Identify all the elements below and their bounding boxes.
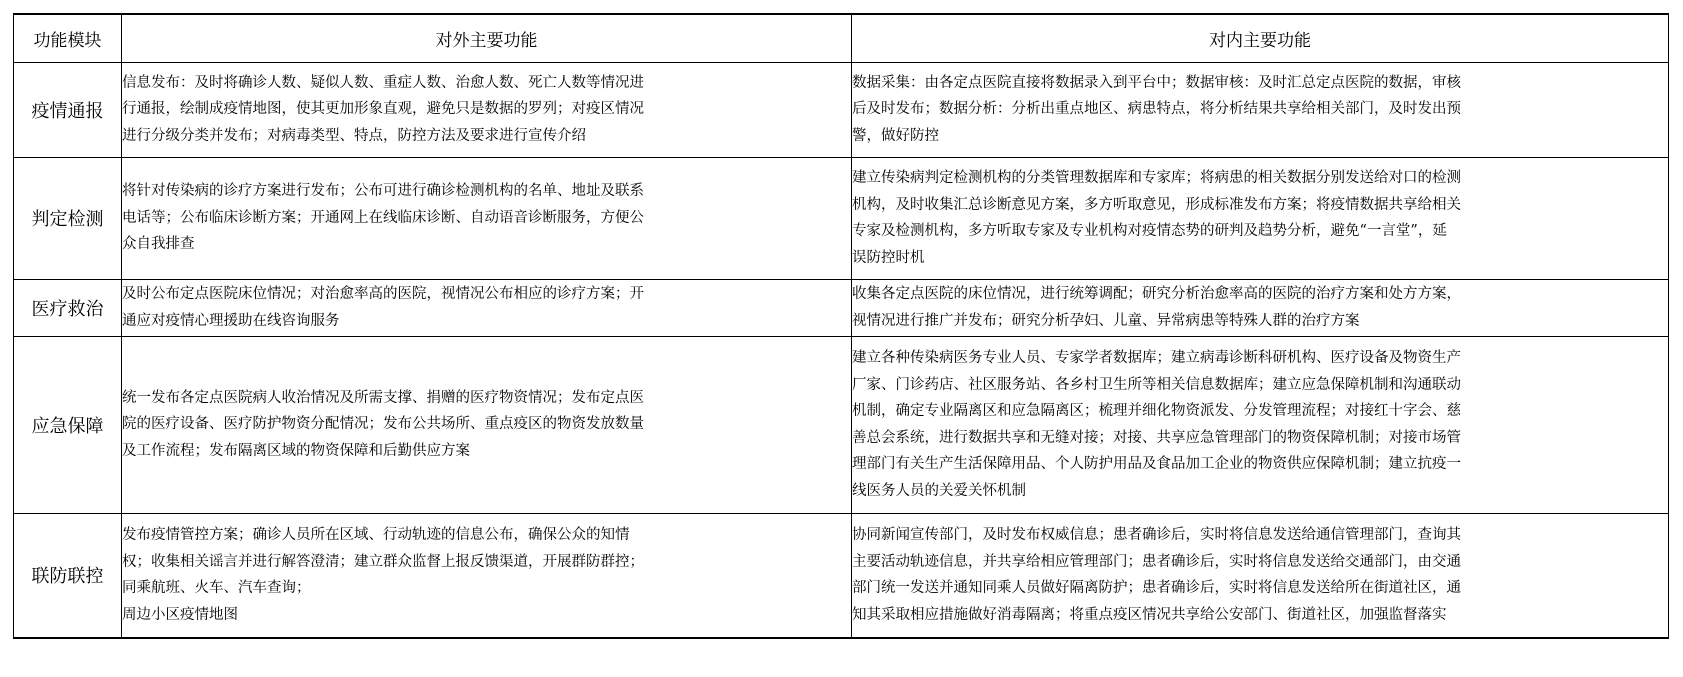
internal-function-cell bbox=[852, 513, 1669, 638]
text-line: 进行分级分类并发布；对病毒类型、特点，防控方法及要求进行宣传介绍 bbox=[122, 127, 586, 144]
text-line: 警，做好防控 bbox=[852, 127, 939, 144]
text-line: 统一发布各定点医院病人收治情况及所需支撑、捐赠的医疗物资情况；发布定点医 bbox=[122, 389, 644, 406]
text-line: 及工作流程；发布隔离区域的物资保障和后勤供应方案 bbox=[122, 442, 470, 459]
header-module: 功能模块 bbox=[14, 14, 122, 62]
header-external-functions: 对外主要功能 bbox=[122, 14, 852, 62]
function-module-table bbox=[13, 13, 1669, 639]
text-line: 协同新闻宣传部门，及时发布权威信息；患者确诊后，实时将信息发送给通信管理部门，查询其 bbox=[852, 527, 1461, 544]
text-line: 同乘航班、火车、汽车查询； bbox=[122, 580, 311, 597]
internal-function-cell bbox=[852, 62, 1669, 157]
text-line: 机制，确定专业隔离区和应急隔离区；梳理并细化物资派发、分发管理流程；对接红十字会、慈 bbox=[852, 403, 1461, 419]
text-line: 周边小区疫情地图 bbox=[122, 606, 238, 623]
text-line: 主要活动轨迹信息，并共享给相应管理部门；患者确诊后，实时将信息发送给交通部门，由交通 bbox=[852, 553, 1461, 570]
text-line: 后及时发布；数据分析：分析出重点地区、病患特点，将分析结果共享给相关部门，及时发出预 bbox=[852, 101, 1461, 118]
table-row bbox=[14, 513, 1669, 638]
module-name: 医疗救治 bbox=[14, 279, 122, 336]
table-header-row bbox=[14, 14, 1669, 62]
header-internal-functions: 对内主要功能 bbox=[852, 14, 1669, 62]
text-line: 权；收集相关谣言并进行解答澄清；建立群众监督上报反馈渠道，开展群防群控； bbox=[122, 553, 644, 570]
module-name: 判定检测 bbox=[14, 157, 122, 279]
external-function-cell bbox=[122, 157, 852, 279]
text-line: 知其采取相应措施做好消毒隔离；将重点疫区情况共享给公安部门、街道社区，加强监督落实 bbox=[852, 606, 1447, 623]
text-line: 专家及检测机构，多方听取专家及专业机构对疫情态势的研判及趋势分析，避免“一言堂”，延 bbox=[852, 223, 1447, 239]
text-line: 电话等；公布临床诊断方案；开通网上在线临床诊断、自动语音诊断服务，方便公 bbox=[122, 209, 644, 226]
text-line: 信息发布：及时将确诊人数、疑似人数、重症人数、治愈人数、死亡人数等情况进 bbox=[122, 74, 644, 91]
text-line: 建立传染病判定检测机构的分类管理数据库和专家库；将病患的相关数据分别发送给对口的检测 bbox=[852, 170, 1461, 186]
table-row bbox=[14, 62, 1669, 157]
module-name: 联防联控 bbox=[14, 513, 122, 638]
text-line: 将针对传染病的诊疗方案进行发布；公布可进行确诊检测机构的名单、地址及联系 bbox=[122, 183, 644, 200]
text-line: 理部门有关生产生活保障用品、个人防护用品及食品加工企业的物资供应保障机制；建立抗疫一 bbox=[852, 456, 1461, 472]
text-line: 收集各定点医院的床位情况，进行统筹调配；研究分析治愈率高的医院的治疗方案和处方方案， bbox=[852, 286, 1461, 302]
internal-function-cell bbox=[852, 336, 1669, 513]
internal-function-cell bbox=[852, 157, 1669, 279]
text-line: 线医务人员的关爱关怀机制 bbox=[852, 482, 1026, 499]
external-function-cell bbox=[122, 336, 852, 513]
text-line: 误防控时机 bbox=[852, 249, 925, 266]
text-line: 数据采集：由各定点医院直接将数据录入到平台中；数据审核：及时汇总定点医院的数据，审核 bbox=[852, 74, 1461, 91]
external-function-cell bbox=[122, 513, 852, 638]
module-name: 应急保障 bbox=[14, 336, 122, 513]
text-line: 行通报，绘制成疫情地图，使其更加形象直观，避免只是数据的罗列；对疫区情况 bbox=[122, 101, 644, 118]
table-row bbox=[14, 157, 1669, 279]
text-line: 众自我排查 bbox=[122, 236, 195, 253]
text-line: 部门统一发送并通知同乘人员做好隔离防护；患者确诊后，实时将信息发送给所在街道社区，通 bbox=[852, 580, 1461, 597]
text-line: 厂家、门诊药店、社区服务站、各乡村卫生所等相关信息数据库；建立应急保障机制和沟通联动 bbox=[852, 376, 1461, 393]
text-line: 建立各种传染病医务专业人员、专家学者数据库；建立病毒诊断科研机构、医疗设备及物资生产 bbox=[852, 350, 1461, 366]
text-line: 机构，及时收集汇总诊断意见方案，多方听取意见，形成标准发布方案；将疫情数据共享给相关 bbox=[852, 196, 1461, 213]
text-line: 发布疫情管控方案；确诊人员所在区域、行动轨迹的信息公布，确保公众的知情 bbox=[122, 527, 630, 544]
text-line: 及时公布定点医院床位情况；对治愈率高的医院，视情况公布相应的诊疗方案；开 bbox=[122, 286, 644, 302]
table-row bbox=[14, 336, 1669, 513]
text-line: 院的医疗设备、医疗防护物资分配情况；发布公共场所、重点疫区的物资发放数量 bbox=[122, 416, 644, 433]
text-line: 善总会系统，进行数据共享和无缝对接；对接、共享应急管理部门的物资保障机制；对接市场管 bbox=[852, 429, 1461, 446]
internal-function-cell bbox=[852, 279, 1669, 336]
table-row bbox=[14, 279, 1669, 336]
external-function-cell bbox=[122, 62, 852, 157]
module-name: 疫情通报 bbox=[14, 62, 122, 157]
text-line: 视情况进行推广并发布；研究分析孕妇、儿童、异常病患等特殊人群的治疗方案 bbox=[852, 312, 1360, 329]
external-function-cell bbox=[122, 279, 852, 336]
text-line: 通应对疫情心理援助在线咨询服务 bbox=[122, 312, 340, 329]
